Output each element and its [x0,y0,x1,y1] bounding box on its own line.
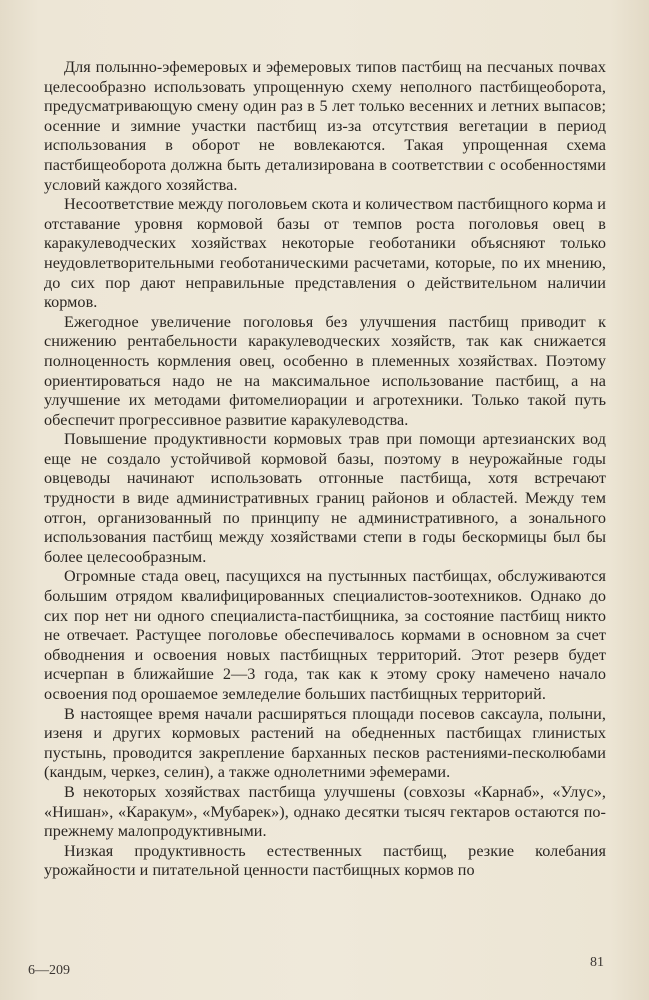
paragraph-1: Для полынно-эфемеровых и эфемеровых типов пастбищ на песчаных почвах целесообразно использовать упрощенную схему неполного пастбищеоборота, предусматривающую смену один раз в 5 лет только весенних и летних выпасов; осенние и зимние участки пастбищ из-за отсутствия вегетации в период использования в оборот не вовлекаются. Такая упрощенная схема пастбищеоборота должна быть детализирована в соответствии с особенностями условий каждого хозяйства. [44,58,606,194]
paragraph-6: В настоящее время начали расширяться площади посевов саксаула, полыни, изеня и других кормовых растений на обедненных пастбищах глинистых пустынь, проводится закрепление барханных песков растениями-песколюбами (кандым, черкез, селин), а также однолетними эфемерами. [44,704,606,782]
paragraph-2: Несоответствие между поголовьем скота и количеством пастбищного корма и отставание уровня кормовой базы от темпов роста поголовья овец в каракулеводческих хозяйствах некоторые геоботаники объясняют только неудовлетворительными геоботаническими расчетами, которые, по их мнению, до сих пор дают неправильные представления о действительном наличии кормов. [44,195,606,312]
paragraph-7: В некоторых хозяйствах пастбища улучшены (совхозы «Карнаб», «Улус», «Нишан», «Каракум», «Мубарек»), однако десятки тысяч гектаров остаются по-прежнему малопродуктивными. [44,782,606,841]
paragraph-8: Низкая продуктивность естественных пастбищ, резкие колебания урожайности и питательной ценности пастбищных кормов по [44,841,606,880]
page-number: 81 [590,955,604,970]
printer-signature: 6—209 [28,963,70,978]
paragraph-4: Повышение продуктивности кормовых трав при помощи артезианских вод еще не создало устойчивой кормовой базы, поэтому в неурожайные годы овцеводы начинают использовать отгонные пастбища, хотя встречают трудности в виде административных границ районов и областей. Между тем отгон, организованный по принципу не административного, а зонального использования пастбищ между хозяйствами степи в годы бескормицы был бы более целесообразным. [44,430,606,566]
paragraph-5: Огромные стада овец, пасущихся на пустынных пастбищах, обслуживаются большим отрядом квалифицированных специалистов-зоотехников. Однако до сих пор нет ни одного специалиста-пастбищника, за состояние пастбищ никто не отвечает. Растущее поголовье обеспечивалось кормами в основном за счет обводнения и освоения новых пастбищных территорий. Этот резерв будет исчерпан в ближайшие 2—3 года, так как к этому сроку намечено начало освоения под орошаемое земледелие больших пастбищных территорий. [44,567,606,703]
body-text [44,58,606,881]
paragraph-3: Ежегодное увеличение поголовья без улучшения пастбищ приводит к снижению рентабельности каракулеводческих хозяйств, так как снижается полноценность кормления овец, особенно в племенных хозяйствах. Поэтому ориентироваться надо не на максимальное использование пастбищ, а на улучшение их методами фитомелиорации и агротехники. Только такой путь обеспечит прогрессивное развитие каракулеводства. [44,312,606,429]
